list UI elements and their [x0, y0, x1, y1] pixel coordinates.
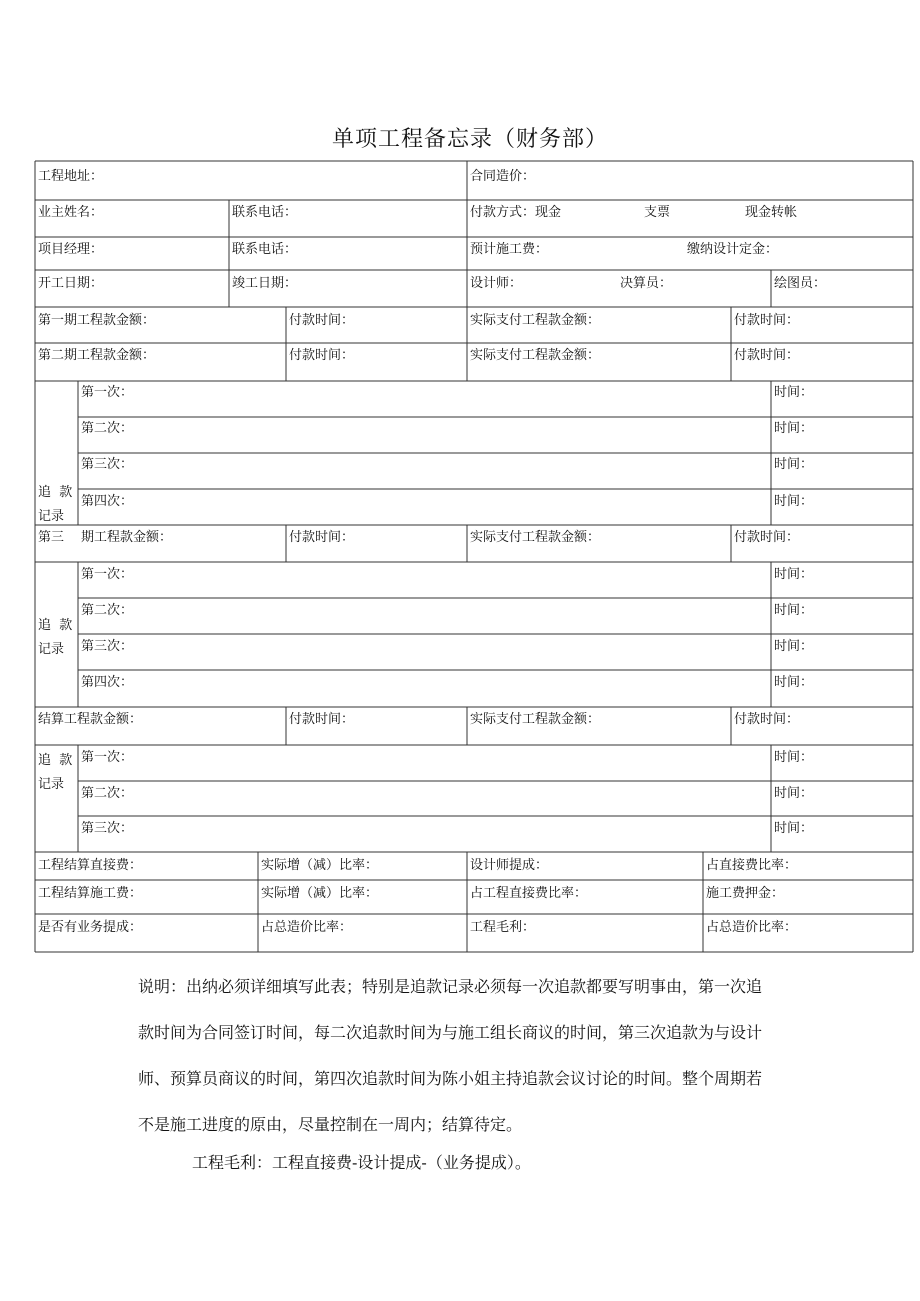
collection-record-label-a-3: 追 款: [38, 753, 73, 768]
collection-record-label-a-2: 追 款: [38, 618, 73, 633]
designer-commission-label: 设计师提成：: [470, 858, 549, 873]
record2-third-time-label: 时间：: [774, 639, 814, 654]
collection-record-label-b-2: 记录: [38, 642, 65, 657]
construction-cost-label: 工程结算施工费：: [38, 886, 143, 901]
page-title: 单项工程备忘录（财务部）: [331, 127, 608, 152]
record3-third-time-label: 时间：: [774, 821, 814, 836]
project-address-label: 工程地址：: [38, 169, 104, 184]
final-actual-paid-label: 实际支付工程款金额：: [470, 712, 601, 727]
settlement-officer-label: 决算员：: [620, 276, 673, 291]
final-actual-time-label: 付款时间：: [734, 712, 800, 727]
direct-cost-label: 工程结算直接费：: [38, 858, 143, 873]
gross-profit-formula: 工程毛利：工程直接费-设计提成-（业务提成）。: [192, 1153, 531, 1172]
phase2-actual-time-label: 付款时间：: [734, 348, 800, 363]
record1-fourth-label: 第四次：: [81, 494, 134, 509]
phase3-amount-label: 期工程款金额：: [81, 530, 173, 545]
record1-first-label: 第一次：: [81, 385, 134, 400]
record1-fourth-time-label: 时间：: [774, 494, 814, 509]
draftsman-label: 绘图员：: [774, 276, 827, 291]
note-line-3: 师、预算员商议的时间，第四次追款时间为陈小姐主持追款会议讨论的时间。整个周期若: [138, 1069, 763, 1088]
note-line-1: 说明：出纳必须详细填写此表；特别是追款记录必须每一次追款都要写明事由，第一次追: [138, 977, 763, 996]
final-amount-label: 结算工程款金额：: [38, 712, 143, 727]
record2-first-label: 第一次：: [81, 567, 134, 582]
owner-name-label: 业主姓名：: [38, 205, 104, 220]
phase3-prefix-label: 第三: [38, 530, 65, 545]
record2-second-label: 第二次：: [81, 603, 134, 618]
business-commission-label: 是否有业务提成：: [38, 920, 143, 935]
note-line-2: 款时间为合同签订时间，每二次追款时间为与施工组长商议的时间，第三次追款为与设计: [138, 1023, 763, 1042]
phase1-amount-label: 第一期工程款金额：: [38, 313, 156, 328]
gross-profit-label: 工程毛利：: [470, 920, 536, 935]
record1-second-label: 第二次：: [81, 421, 134, 436]
check-option: 支票: [644, 205, 671, 220]
contract-price-label: 合同造价：: [470, 169, 536, 184]
total-ratio-label-1: 占总造价比率：: [261, 920, 353, 935]
designer-label: 设计师：: [470, 276, 523, 291]
phase2-pay-time-label: 付款时间：: [289, 348, 355, 363]
phase3-actual-paid-label: 实际支付工程款金额：: [470, 530, 601, 545]
ratio-change-label-2: 实际增（减）比率：: [261, 886, 379, 901]
record3-second-label: 第二次：: [81, 786, 134, 801]
completion-date-label: 竣工日期：: [232, 276, 298, 291]
record2-first-time-label: 时间：: [774, 567, 814, 582]
record3-third-label: 第三次：: [81, 821, 134, 836]
payment-method-label: 付款方式：现金: [470, 205, 562, 220]
record2-third-label: 第三次：: [81, 639, 134, 654]
total-ratio-label-2: 占总造价比率：: [706, 920, 798, 935]
phase1-actual-paid-label: 实际支付工程款金额：: [470, 313, 601, 328]
record3-first-time-label: 时间：: [774, 750, 814, 765]
direct-ratio-label: 占直接费比率：: [706, 858, 798, 873]
start-date-label: 开工日期：: [38, 276, 104, 291]
note-line-4: 不是施工进度的原由，尽量控制在一周内；结算待定。: [138, 1115, 523, 1134]
phase2-actual-paid-label: 实际支付工程款金额：: [470, 348, 601, 363]
ratio-change-label-1: 实际增（减）比率：: [261, 858, 379, 873]
phase3-pay-time-label: 付款时间：: [289, 530, 355, 545]
record1-second-time-label: 时间：: [774, 421, 814, 436]
record3-first-label: 第一次：: [81, 750, 134, 765]
direct-cost-ratio-label: 占工程直接费比率：: [470, 886, 588, 901]
cash-transfer-option: 现金转帐: [745, 205, 798, 220]
record1-first-time-label: 时间：: [774, 385, 814, 400]
collection-record-label-b-1: 记录: [38, 509, 65, 524]
construction-deposit-label: 施工费押金：: [706, 886, 785, 901]
phase2-amount-label: 第二期工程款金额：: [38, 348, 156, 363]
phone-label-2: 联系电话：: [232, 242, 298, 257]
collection-record-label-b-3: 记录: [38, 777, 65, 792]
record2-second-time-label: 时间：: [774, 603, 814, 618]
design-deposit-label: 缴纳设计定金：: [687, 242, 779, 257]
record1-third-time-label: 时间：: [774, 457, 814, 472]
final-pay-time-label: 付款时间：: [289, 712, 355, 727]
record2-fourth-label: 第四次：: [81, 675, 134, 690]
phase3-actual-time-label: 付款时间：: [734, 530, 800, 545]
record2-fourth-time-label: 时间：: [774, 675, 814, 690]
collection-record-label-a-1: 追 款: [38, 485, 73, 500]
record3-second-time-label: 时间：: [774, 786, 814, 801]
estimated-cost-label: 预计施工费：: [470, 242, 549, 257]
phase1-pay-time-label: 付款时间：: [289, 313, 355, 328]
record1-third-label: 第三次：: [81, 457, 134, 472]
phone-label-1: 联系电话：: [232, 205, 298, 220]
project-manager-label: 项目经理：: [38, 242, 104, 257]
phase1-actual-time-label: 付款时间：: [734, 313, 800, 328]
